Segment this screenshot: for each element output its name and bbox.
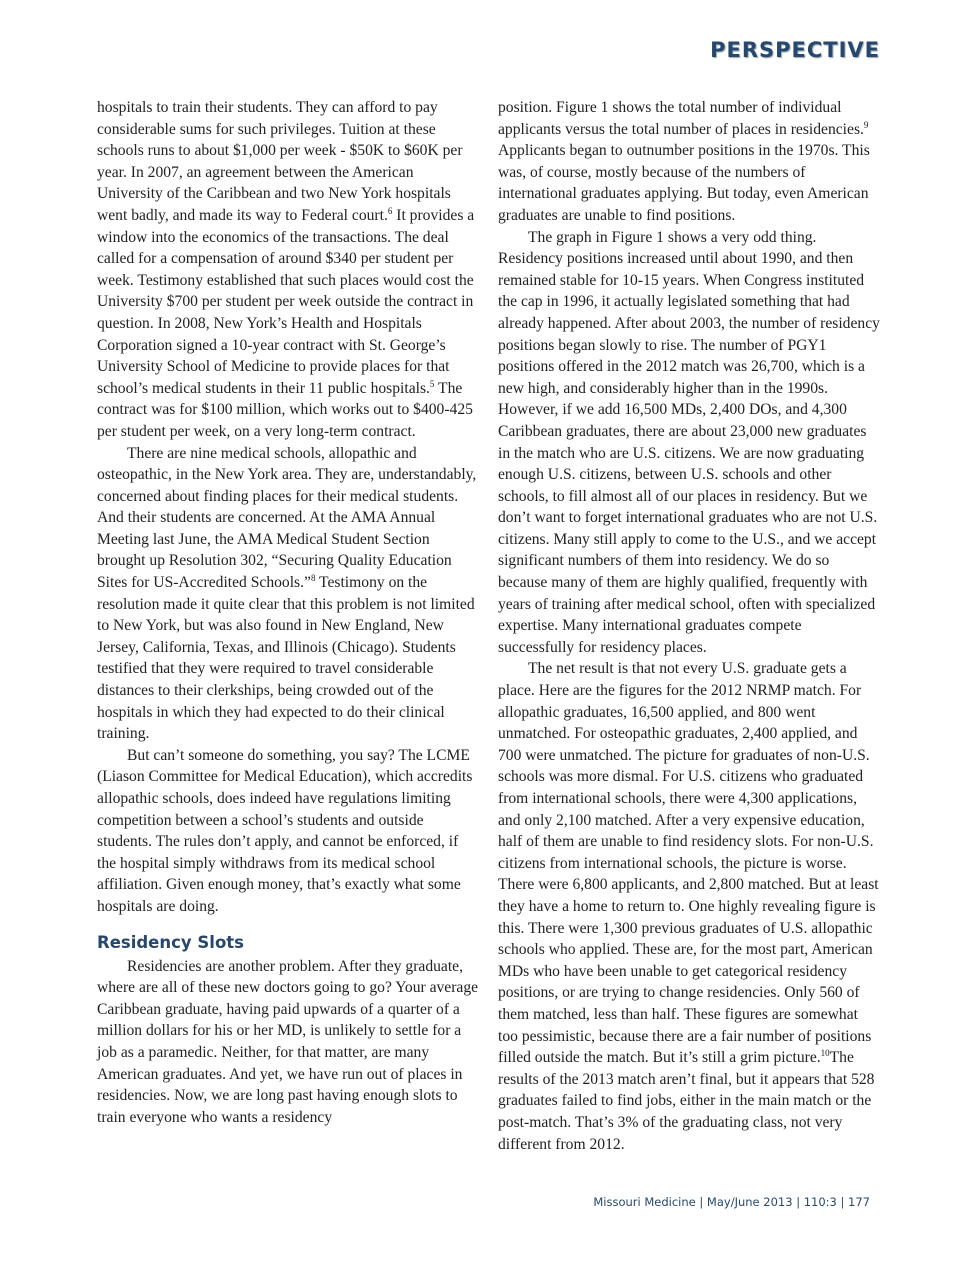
paragraph: position. Figure 1 shows the total number of individual applicants versus the total number of places in residencies.$^9$ Applicants began to outnumber positions in the 1970s. This was, of course, mostly because of the numbers of international graduates applying. But today, even American graduates are unable to find positions. [498, 99, 870, 224]
paragraph: The graph in Figure 1 shows a very odd thing. Residency positions increased until about 1990, and then remained stable for 10-15 years. When Congress instituted the cap in 1996, it actually legislated something that had already happened. After about 2003, the number of residency positions began slowly to rise. The number of PGY1 positions offered in the 2012 match was 26,700, which is a new high, and considerably higher than in the 1990s. However, if we add 16,500 MDs, 2,400 DOs, and 4,300 Caribbean graduates, there are about 23,000 new graduates in the match who are U.S. citizens. We are now graduating enough U.S. citizens, between U.S. schools and other schools, to fill almost all of our places in residency. But we don’t want to forget international graduates who are not U.S. citizens. Many still apply to come to the U.S., and we accept significant numbers of them into residency. We do so because many of them are highly qualified, frequently with years of training after medical school, often with specialized expertise. Many international graduates compete successfully for residency places. [498, 228, 880, 656]
right-column [498, 97, 880, 1155]
footnote-ref: 5 [429, 378, 435, 389]
paragraph: Residencies are another problem. After they graduate, where are all of these new doctors going to go? Your average Caribbean graduate, having paid upwards of a quarter of a million dollars for his or her MD, is unlikely to settle for a job as a paramedic. Neither, for that matter, are many American graduates. And yet, we have run out of places in residencies. Now, we are long past having enough slots to train everyone who wants a residency [97, 957, 479, 1126]
paragraph: But can’t someone do something, you say? The LCME (Liason Committee for Medical Education), which accredits allopathic schools, does indeed have regulations limiting competition between a school’s students and outside students. The rules don’t apply, and cannot be enforced, if the hospital simply withdraws from its medical school affiliation. Given enough money, that’s exactly what some hospitals are doing. [97, 746, 473, 915]
paragraph: There are nine medical schools, allopathic and osteopathic, in the New York area. They are, understandably, concerned about finding places for their medical students. And their students are concerned. At the AMA Annual Meeting last June, the AMA Medical Student Section brought up Resolution 302, “Securing Quality Education Sites for US-Accredited Schools.”$^8$ Testimony on the resolution made it quite clear that this problem is not limited to New York, but was also found in New England, New Jersey, California, Texas, and Illinois (Chicago). Students testified that they were required to travel considerable distances to their clerkships, being crowded out of the hospitals in which they had expected to do their clinical training. [97, 444, 477, 743]
left-column [97, 97, 479, 1128]
paragraph: hospitals to train their students. They can afford to pay considerable sums for such privileges. Tuition at these schools runs to about $1,000 per week - $50K to $60K per year. In 2007, an agreement between the American University of the Caribbean and two New York hospitals went badly, and made its way to Federal court.$^6$ It provides a window into the economics of the transactions. The deal called for a compensation of around $340 per student per week. Testimony established that such places would cost the University $700 per student per week outside the contract in question. In 2008, New York’s Health and Hospitals Corporation signed a 10-year contract with St. George’s University School of Medicine to provide places for that school’s medical students in their 11 public hospitals.$^5$ The contract was for $100 million, which works out to $400-425 per student per week, on a very long-term contract. [97, 99, 475, 440]
paragraph: The net result is that not every U.S. graduate gets a place. Here are the figures for the 2012 NRMP match. For allopathic graduates, 16,500 applied, and 800 went unmatched. For osteopathic graduates, 2,400 applied, and 700 were unmatched. The picture for graduates of non-U.S. schools was more dismal. For U.S. citizens who graduated from international schools, there were 4,300 applications, and only 2,100 matched. After a very expensive education, half of them are unable to find residency slots. For non-U.S. citizens from international schools, the picture is worse. There were 6,800 applicants, and 2,800 matched. But at least they have a home to return to. One highly revealing figure is this. There were 1,300 previous graduates of U.S. allopathic schools who applied. These are, for the most part, American MDs who have been unable to get categorical residency positions, or are trying to change residencies. Only 560 of them matched, less than half. These figures are somewhat too pessimistic, because there are a fair number of positions filled outside the match. But it’s still a grim picture.$^{10}$The results of the 2013 match aren’t final, but it appears that 528 graduates failed to find jobs, either in the main match or the post-match. That’s 3% of the graduating class, not very different from 2012. [498, 660, 879, 1153]
footnote-ref: 6 [387, 205, 393, 216]
footnote-ref: 10 [820, 1048, 830, 1059]
footnote-ref: 9 [863, 119, 869, 130]
page-footer: Missouri Medicine | May/June 2013 | 110:3 | 177 [593, 1195, 870, 1209]
section-header: PERSPECTIVE [710, 38, 880, 62]
footnote-ref: 8 [310, 573, 316, 584]
section-heading: Residency Slots [97, 932, 244, 952]
